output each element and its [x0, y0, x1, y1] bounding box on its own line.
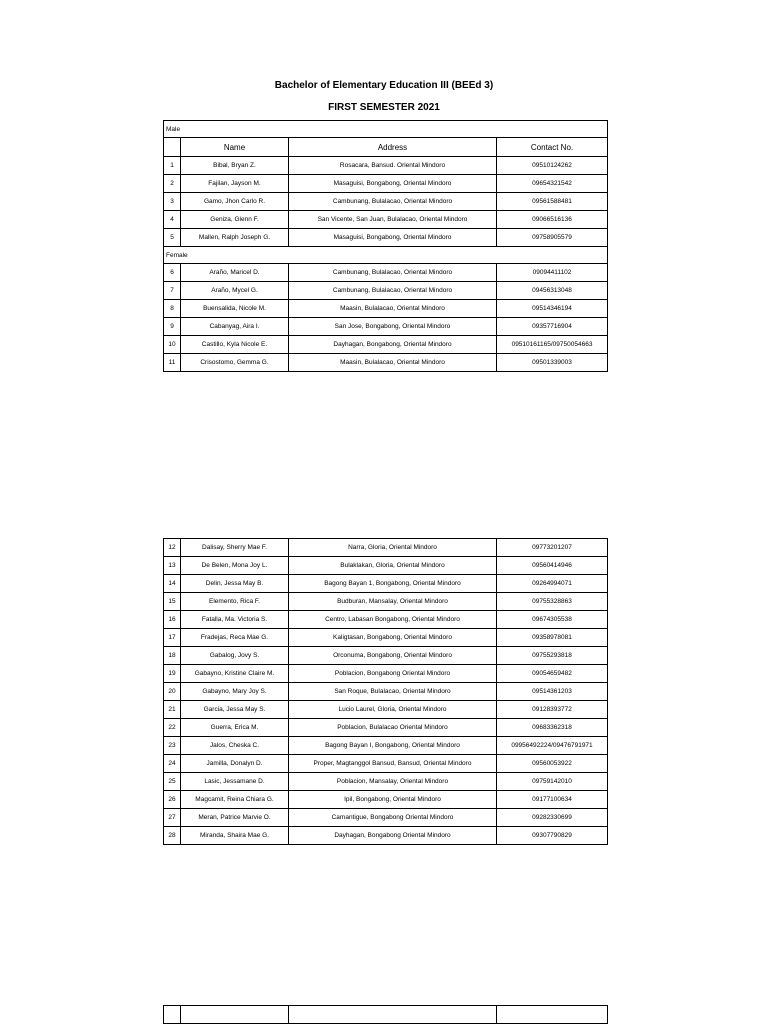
table-row: [164, 665, 608, 683]
cell-name: Delin, Jessa May B.: [181, 575, 289, 593]
cell-no: 14: [164, 575, 181, 593]
cell-no: 10: [164, 336, 181, 354]
cell-no: 18: [164, 647, 181, 665]
cell-address: Rosacara, Bansud. Oriental Mindoro: [289, 157, 497, 175]
cell-address: Poblacion, Bongabong Oriental Mindoro: [289, 665, 497, 683]
cell-no: 24: [164, 755, 181, 773]
table-row: [164, 211, 608, 229]
table-row: [164, 719, 608, 737]
table-row: [164, 193, 608, 211]
cell-contact: 09683362318: [497, 719, 608, 737]
cell-name: Cabanyag, Aira I.: [181, 318, 289, 336]
cell-name: Fajilan, Jayson M.: [181, 175, 289, 193]
cell-address: Lucio Laurel, Gloria, Oriental Mindoro: [289, 701, 497, 719]
cell-name: Garcia, Jessa May S.: [181, 701, 289, 719]
cell-contact: 09054659482: [497, 665, 608, 683]
cell-no: 27: [164, 809, 181, 827]
cell-contact: 09357716904: [497, 318, 608, 336]
cell-contact: 09773201207: [497, 539, 608, 557]
cell-address: San Roque, Bulalacao, Oriental Mindoro: [289, 683, 497, 701]
group-label-male: Male: [164, 121, 608, 138]
cell-name: Castillo, Kyla Nicole E.: [181, 336, 289, 354]
cell-contact: 09758905579: [497, 229, 608, 247]
cell-no: 7: [164, 282, 181, 300]
cell-name: Araño, Mycel G.: [181, 282, 289, 300]
cell-name: Gamo, Jhon Carlo R.: [181, 193, 289, 211]
student-table-page-3: [163, 1005, 608, 1024]
cell-name: Araño, Maricel D.: [181, 264, 289, 282]
cell-contact: 09510161165/09750054663: [497, 336, 608, 354]
cell-no: 20: [164, 683, 181, 701]
cell-no: 25: [164, 773, 181, 791]
cell-name: Magcamit, Reina Chiara G.: [181, 791, 289, 809]
cell-address: Masaguisi, Bongabong, Oriental Mindoro: [289, 229, 497, 247]
table-row: [164, 282, 608, 300]
cell-name: Jalos, Cheska C.: [181, 737, 289, 755]
cell-address: [289, 1006, 497, 1024]
cell-no: 17: [164, 629, 181, 647]
cell-no: 3: [164, 193, 181, 211]
cell-contact: 09177100634: [497, 791, 608, 809]
cell-address: Maasin, Bulalacao, Oriental Mindoro: [289, 354, 497, 372]
table-row: [164, 575, 608, 593]
cell-contact: 09561588481: [497, 193, 608, 211]
table-row: [164, 773, 608, 791]
cell-name: Gabalog, Jovy S.: [181, 647, 289, 665]
cell-address: Ipil, Bongabong, Oriental Mindoro: [289, 791, 497, 809]
cell-address: Bulaklakan, Gloria, Oriental Mindoro: [289, 557, 497, 575]
cell-address: Centro, Labasan Bongabong, Oriental Mindoro: [289, 611, 497, 629]
cell-contact: 09560053922: [497, 755, 608, 773]
cell-no: 28: [164, 827, 181, 845]
table-row: [164, 264, 608, 282]
cell-contact: 09456313048: [497, 282, 608, 300]
cell-address: Narra, Gloria, Oriental Mindoro: [289, 539, 497, 557]
table-row: [164, 629, 608, 647]
header-address: Address: [289, 138, 497, 157]
cell-name: Dalisay, Sherry Mae F.: [181, 539, 289, 557]
cell-no: [164, 1006, 181, 1024]
table-row: [164, 593, 608, 611]
cell-contact: [497, 1006, 608, 1024]
header-name: Name: [181, 138, 289, 157]
cell-contact: 09066516136: [497, 211, 608, 229]
cell-name: Fatalla, Ma. Victoria S.: [181, 611, 289, 629]
cell-contact: 09654321542: [497, 175, 608, 193]
cell-address: Cambunang, Bulalacao, Oriental Mindoro: [289, 282, 497, 300]
cell-contact: 09358978081: [497, 629, 608, 647]
table-row: [164, 827, 608, 845]
cell-address: Dayhagan, Bongabong, Oriental Mindoro: [289, 336, 497, 354]
student-table-page-2: [163, 538, 608, 845]
cell-contact: 09307790829: [497, 827, 608, 845]
cell-address: Camantigue, Bongabong Oriental Mindoro: [289, 809, 497, 827]
cell-address: Kaligtasan, Bongabong, Oriental Mindoro: [289, 629, 497, 647]
cell-name: Fradejas, Reca Mae G.: [181, 629, 289, 647]
table-row: [164, 737, 608, 755]
cell-name: Jamilla, Donalyn D.: [181, 755, 289, 773]
cell-contact: 09560414946: [497, 557, 608, 575]
header-contact: Contact No.: [497, 138, 608, 157]
table-row: [164, 611, 608, 629]
table-row: [164, 300, 608, 318]
cell-contact: 09755328863: [497, 593, 608, 611]
cell-no: 22: [164, 719, 181, 737]
table-row: [164, 318, 608, 336]
header-no: [164, 138, 181, 157]
cell-contact: 09956492224/09476791971: [497, 737, 608, 755]
cell-no: 6: [164, 264, 181, 282]
cell-name: Gabayno, Kristine Claire M.: [181, 665, 289, 683]
cell-contact: 09755293818: [497, 647, 608, 665]
cell-no: 12: [164, 539, 181, 557]
cell-name: De Belen, Mona Joy L.: [181, 557, 289, 575]
table-row: [164, 229, 608, 247]
table-row: [164, 701, 608, 719]
cell-contact: 09264994071: [497, 575, 608, 593]
cell-no: 23: [164, 737, 181, 755]
table-row: [164, 557, 608, 575]
document-title: Bachelor of Elementary Education III (BEEd 3): [274, 80, 494, 91]
table-row: [164, 157, 608, 175]
cell-contact: 09514346194: [497, 300, 608, 318]
cell-address: San Jose, Bongabong, Oriental Mindoro: [289, 318, 497, 336]
cell-no: 13: [164, 557, 181, 575]
cell-address: San Vicente, San Juan, Bulalacao, Oriental Mindoro: [289, 211, 497, 229]
cell-no: 15: [164, 593, 181, 611]
student-table-page-1: [163, 120, 608, 372]
cell-no: 1: [164, 157, 181, 175]
cell-name: Lasic, Jessamane D.: [181, 773, 289, 791]
table-row: [164, 354, 608, 372]
cell-name: Elemento, Rica F.: [181, 593, 289, 611]
table-row: [164, 336, 608, 354]
cell-no: 19: [164, 665, 181, 683]
cell-address: Masaguisi, Bongabong, Oriental Mindoro: [289, 175, 497, 193]
cell-address: Orconuma, Bongabong, Oriental Mindoro: [289, 647, 497, 665]
cell-name: Crisostomo, Gemma G.: [181, 354, 289, 372]
table-row-empty: [164, 1006, 608, 1024]
cell-address: Budburan, Mansalay, Oriental Mindoro: [289, 593, 497, 611]
table-row: [164, 647, 608, 665]
cell-contact: 09282330699: [497, 809, 608, 827]
cell-address: Poblacion, Bulalacao Oriental Mindoro: [289, 719, 497, 737]
header-row: [164, 138, 608, 157]
cell-address: Maasin, Bulalacao, Oriental Mindoro: [289, 300, 497, 318]
cell-name: Buensalida, Nicole M.: [181, 300, 289, 318]
cell-address: Cambunang, Bulalacao, Oriental Mindoro: [289, 264, 497, 282]
cell-no: 8: [164, 300, 181, 318]
group-label-female: Female: [164, 247, 608, 264]
cell-address: Dayhagan, Bongabong Oriental Mindoro: [289, 827, 497, 845]
cell-name: Bibal, Bryan Z.: [181, 157, 289, 175]
cell-contact: 09510124262: [497, 157, 608, 175]
cell-no: 16: [164, 611, 181, 629]
cell-name: Miranda, Shaira Mae G.: [181, 827, 289, 845]
cell-contact: 09674305538: [497, 611, 608, 629]
cell-no: 4: [164, 211, 181, 229]
cell-address: Poblacion, Mansalay, Oriental Mindoro: [289, 773, 497, 791]
table-row: [164, 809, 608, 827]
cell-address: Bagong Bayan 1, Bongabong, Oriental Mindoro: [289, 575, 497, 593]
cell-name: Gabayno, Mary Joy S.: [181, 683, 289, 701]
cell-no: 26: [164, 791, 181, 809]
cell-no: 9: [164, 318, 181, 336]
group-row-male: [164, 121, 608, 138]
table-row: [164, 539, 608, 557]
cell-name: Guerra, Erica M.: [181, 719, 289, 737]
table-row: [164, 791, 608, 809]
cell-no: 5: [164, 229, 181, 247]
cell-contact: 09128393772: [497, 701, 608, 719]
group-row-female: [164, 247, 608, 264]
cell-no: 11: [164, 354, 181, 372]
cell-address: Proper, Magtanggol Bansud, Bansud, Oriental Mindoro: [289, 755, 497, 773]
cell-address: Bagong Bayan I, Bongabong, Oriental Mindoro: [289, 737, 497, 755]
table-row: [164, 683, 608, 701]
cell-name: Mallen, Ralph Joseph G.: [181, 229, 289, 247]
cell-address: Cambunang, Bulalacao, Oriental Mindoro: [289, 193, 497, 211]
cell-no: 21: [164, 701, 181, 719]
table-row: [164, 175, 608, 193]
cell-name: Meran, Patrice Marvie O.: [181, 809, 289, 827]
cell-contact: 09094411102: [497, 264, 608, 282]
cell-contact: 09501339003: [497, 354, 608, 372]
cell-contact: 09759142010: [497, 773, 608, 791]
semester-subtitle: FIRST SEMESTER 2021: [328, 102, 440, 113]
cell-no: 2: [164, 175, 181, 193]
cell-name: [181, 1006, 289, 1024]
cell-contact: 09514361203: [497, 683, 608, 701]
cell-name: Geniza, Glenn F.: [181, 211, 289, 229]
table-row: [164, 755, 608, 773]
